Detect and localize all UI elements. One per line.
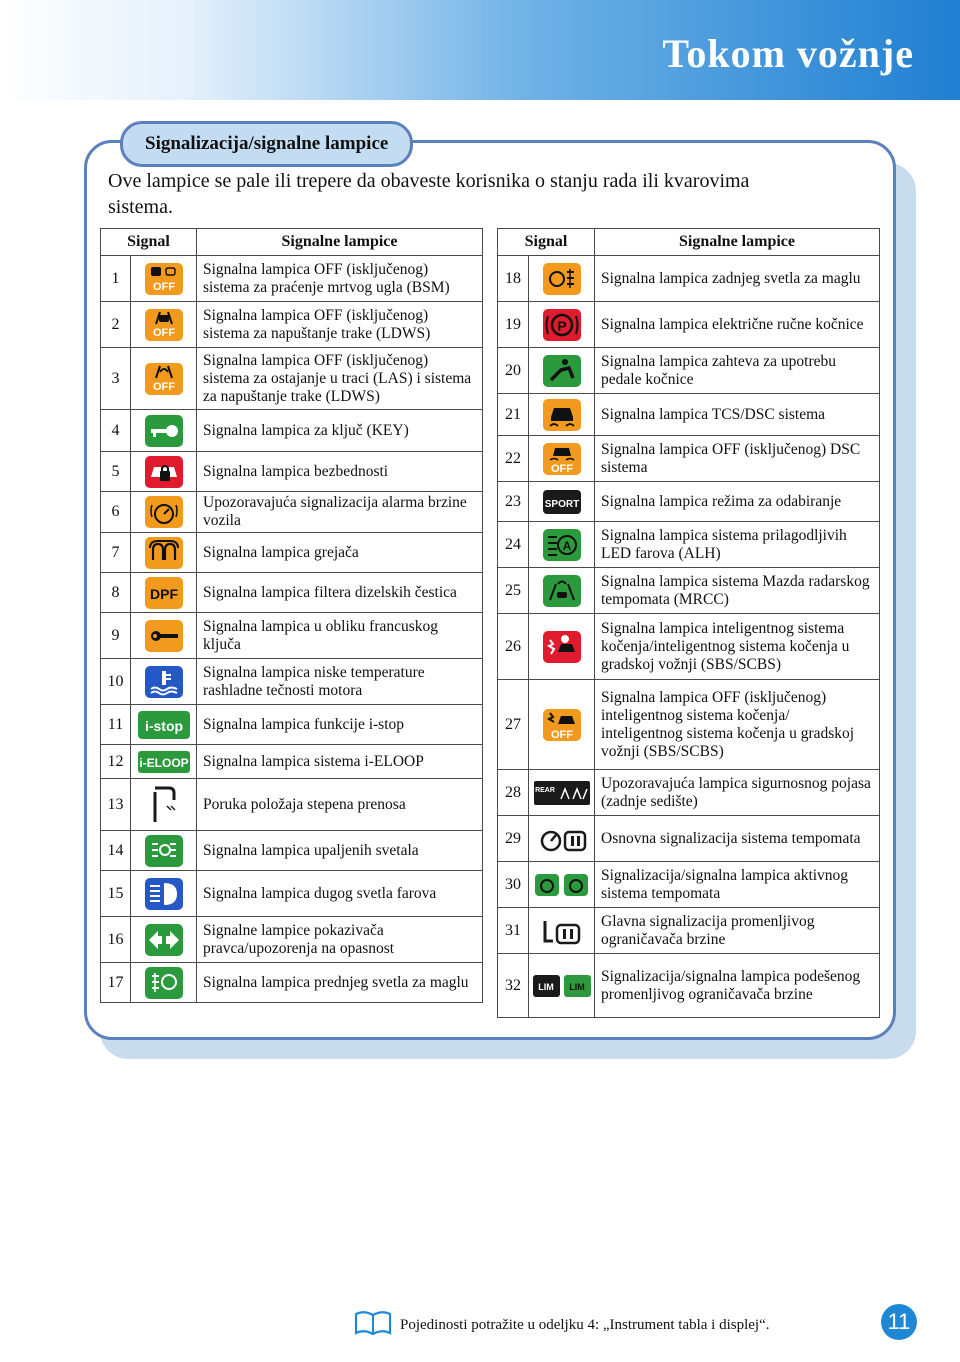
svg-text:LIM: LIM xyxy=(537,981,554,992)
key-icon xyxy=(144,414,184,448)
signal-number: 15 xyxy=(101,871,131,917)
table-row xyxy=(498,256,880,302)
table-row xyxy=(498,770,880,816)
table-row xyxy=(101,779,483,831)
svg-text:REAR: REAR xyxy=(534,786,555,794)
signal-number: 25 xyxy=(498,568,529,614)
table-row xyxy=(101,410,483,452)
dsc-off-icon xyxy=(542,442,582,476)
lamp-description: Signalna lampica sistema prilagodljivih LED farova (ALH) xyxy=(595,522,880,568)
wrench-icon xyxy=(144,619,184,653)
page-number: 11 xyxy=(881,1304,917,1340)
lamp-description: Signalna lampica grejača xyxy=(197,533,483,573)
svg-text:OFF: OFF xyxy=(550,462,573,475)
lamp-description: Signalna lampica TCS/DSC sistema xyxy=(595,394,880,436)
signal-number: 2 xyxy=(101,302,131,348)
mrcc-icon xyxy=(542,574,582,608)
lamp-description: Signalna lampica OFF (isključenog) sistema za napuštanje trake (LDWS) xyxy=(197,302,483,348)
table-row xyxy=(498,816,880,862)
signal-number: 23 xyxy=(498,482,529,522)
svg-text:i-stop: i-stop xyxy=(144,717,183,734)
sbs-scbs-icon xyxy=(542,630,582,664)
signal-number: 16 xyxy=(101,917,131,963)
security-icon xyxy=(144,455,184,489)
las-ldws-off-icon xyxy=(144,362,184,396)
table-row xyxy=(498,862,880,908)
table-row xyxy=(498,614,880,680)
lamp-description: Signalna lampica za ključ (KEY) xyxy=(197,410,483,452)
signal-number: 3 xyxy=(101,348,131,410)
lamp-description: Signalna lampica filtera dizelskih čestica xyxy=(197,573,483,613)
table-row xyxy=(101,917,483,963)
table-row xyxy=(498,436,880,482)
signal-number: 30 xyxy=(498,862,529,908)
lamp-description: Upozoravajuća signalizacija alarma brzine vozila xyxy=(197,492,483,533)
svg-text:DPF: DPF xyxy=(149,585,178,602)
svg-text:SPORT: SPORT xyxy=(544,498,579,510)
lamp-description: Poruka položaja stepena prenosa xyxy=(197,779,483,831)
lamp-description: Signalna lampica sistema i-ELOOP xyxy=(197,745,483,779)
signal-number: 19 xyxy=(498,302,529,348)
page-title: Tokom vožnje xyxy=(662,31,914,76)
signal-number: 7 xyxy=(101,533,131,573)
speed-limiter-set-icon xyxy=(532,974,592,998)
brake-pedal-request-icon xyxy=(542,354,582,388)
svg-text:A: A xyxy=(562,538,571,553)
signal-number: 21 xyxy=(498,394,529,436)
signal-number: 28 xyxy=(498,770,529,816)
signal-number: 31 xyxy=(498,908,529,954)
svg-text:OFF: OFF xyxy=(152,280,175,293)
ldws-off-icon xyxy=(144,308,184,342)
speed-limiter-main-icon xyxy=(541,915,583,947)
coolant-low-temp-icon xyxy=(144,665,184,699)
section-title: Signalizacija/signalne lampice xyxy=(120,121,413,167)
signal-number: 12 xyxy=(101,745,131,779)
tcs-dsc-icon xyxy=(542,398,582,432)
signal-number: 24 xyxy=(498,522,529,568)
svg-text:P: P xyxy=(556,317,567,334)
headlights-on-icon xyxy=(144,834,184,868)
signal-number: 29 xyxy=(498,816,529,862)
signal-table-left xyxy=(100,228,483,1003)
lamp-description: Osnovna signalizacija sistema tempomata xyxy=(595,816,880,862)
lamp-description: Upozoravajuća lampica sigurnosnog pojasa (zadnje sedište) xyxy=(595,770,880,816)
cruise-main-icon xyxy=(537,825,587,853)
table-row xyxy=(101,573,483,613)
svg-text:LIM: LIM xyxy=(568,981,585,992)
table-row xyxy=(101,871,483,917)
lamp-description: Signalna lampica upaljenih svetala xyxy=(197,831,483,871)
bsm-off-icon xyxy=(144,262,184,296)
signal-number: 8 xyxy=(101,573,131,613)
table-row xyxy=(498,348,880,394)
column-header-lamp: Signalne lampice xyxy=(595,229,880,256)
svg-text:OFF: OFF xyxy=(550,728,573,741)
signal-number: 5 xyxy=(101,452,131,492)
signal-number: 26 xyxy=(498,614,529,680)
table-row xyxy=(101,302,483,348)
lamp-description: Signalna lampica OFF (isključenog) sistema za praćenje mrtvog ugla (BSM) xyxy=(197,256,483,302)
signal-number: 27 xyxy=(498,680,529,770)
table-row xyxy=(101,533,483,573)
lamp-description: Signalizacija/signalna lampica aktivnog sistema tempomata xyxy=(595,862,880,908)
lamp-description: Signalna lampica OFF (isključenog) DSC sistema xyxy=(595,436,880,482)
signal-number: 22 xyxy=(498,436,529,482)
sbs-scbs-off-icon xyxy=(542,708,582,742)
signal-number: 18 xyxy=(498,256,529,302)
rear-seatbelt-icon xyxy=(533,779,591,807)
table-row xyxy=(498,954,880,1018)
column-header-signal: Signal xyxy=(498,229,595,256)
signal-number: 20 xyxy=(498,348,529,394)
parking-brake-icon xyxy=(542,308,582,342)
signal-table-right xyxy=(497,228,880,1018)
lamp-description: Signalna lampica inteligentnog sistema kočenja/inteligentnog sistema kočenja u gradskoj vožnji (SBS/SCBS) xyxy=(595,614,880,680)
lamp-description: Signalna lampica niske temperature rashladne tečnosti motora xyxy=(197,659,483,705)
shift-position-icon xyxy=(147,782,181,828)
lamp-description: Signalna lampica dugog svetla farova xyxy=(197,871,483,917)
lamp-description: Signalna lampica zahteva za upotrebu pedale kočnice xyxy=(595,348,880,394)
lamp-description: Signalizacija/signalna lampica podešenog promenljivog ograničavača brzine xyxy=(595,954,880,1018)
table-row xyxy=(498,522,880,568)
lamp-description: Signalna lampica funkcije i-stop xyxy=(197,705,483,745)
signal-number: 14 xyxy=(101,831,131,871)
table-row xyxy=(101,613,483,659)
table-row xyxy=(498,482,880,522)
i-eloop-icon xyxy=(137,750,191,774)
turn-hazard-icon xyxy=(144,923,184,957)
intro-text: Ove lampice se pale ili trepere da obaveste korisnika o stanju rada ili kvarovima sistema. xyxy=(108,170,750,218)
speed-alarm-icon xyxy=(144,495,184,529)
svg-text:i-ELOOP: i-ELOOP xyxy=(138,755,189,770)
signal-number: 10 xyxy=(101,659,131,705)
table-row xyxy=(498,302,880,348)
table-row xyxy=(101,745,483,779)
cruise-active-icon xyxy=(534,872,590,898)
table-row xyxy=(498,908,880,954)
signal-number: 32 xyxy=(498,954,529,1018)
lamp-description: Signalna lampica električne ručne kočnice xyxy=(595,302,880,348)
table-row xyxy=(498,680,880,770)
table-row xyxy=(101,492,483,533)
signal-number: 9 xyxy=(101,613,131,659)
lamp-description: Glavna signalizacija promenljivog ograničavača brzine xyxy=(595,908,880,954)
glow-plug-icon xyxy=(144,536,184,570)
signal-number: 4 xyxy=(101,410,131,452)
book-icon xyxy=(354,1310,392,1341)
svg-text:OFF: OFF xyxy=(152,380,175,393)
table-row xyxy=(101,705,483,745)
table-row xyxy=(101,831,483,871)
alh-icon xyxy=(542,528,582,562)
signal-number: 17 xyxy=(101,963,131,1003)
table-row xyxy=(498,568,880,614)
high-beam-icon xyxy=(144,877,184,911)
column-header-lamp: Signalne lampice xyxy=(197,229,483,256)
table-row xyxy=(498,394,880,436)
svg-text:OFF: OFF xyxy=(152,326,175,339)
sport-mode-icon xyxy=(542,485,582,519)
front-fog-icon xyxy=(144,966,184,1000)
lamp-description: Signalna lampica režima za odabiranje xyxy=(595,482,880,522)
lamp-description: Signalna lampica u obliku francuskog ključa xyxy=(197,613,483,659)
column-header-signal: Signal xyxy=(101,229,197,256)
lamp-description: Signalne lampice pokazivača pravca/upozorenja na opasnost xyxy=(197,917,483,963)
lamp-description: Signalna lampica OFF (isključenog) sistema za ostajanje u traci (LAS) i sistema za napuštanje trake (LDWS) xyxy=(197,348,483,410)
table-row xyxy=(101,256,483,302)
table-row xyxy=(101,452,483,492)
i-stop-icon xyxy=(137,710,191,740)
signal-number: 11 xyxy=(101,705,131,745)
lamp-description: Signalna lampica OFF (isključenog) inteligentnog sistema kočenja/ inteligentnog sistema kočenja u gradskoj vožnji (SBS/SCBS) xyxy=(595,680,880,770)
table-row xyxy=(101,659,483,705)
lamp-description: Signalna lampica sistema Mazda radarskog tempomata (MRCC) xyxy=(595,568,880,614)
signal-number: 13 xyxy=(101,779,131,831)
footer-note: Pojedinosti potražite u odeljku 4: „Instrument tabla i displej“. xyxy=(400,1317,770,1333)
table-row xyxy=(101,963,483,1003)
dpf-icon xyxy=(144,576,184,610)
signal-number: 6 xyxy=(101,492,131,533)
signal-number: 1 xyxy=(101,256,131,302)
lamp-description: Signalna lampica bezbednosti xyxy=(197,452,483,492)
lamp-description: Signalna lampica prednjeg svetla za maglu xyxy=(197,963,483,1003)
rear-fog-icon xyxy=(542,262,582,296)
lamp-description: Signalna lampica zadnjeg svetla za maglu xyxy=(595,256,880,302)
table-row xyxy=(101,348,483,410)
